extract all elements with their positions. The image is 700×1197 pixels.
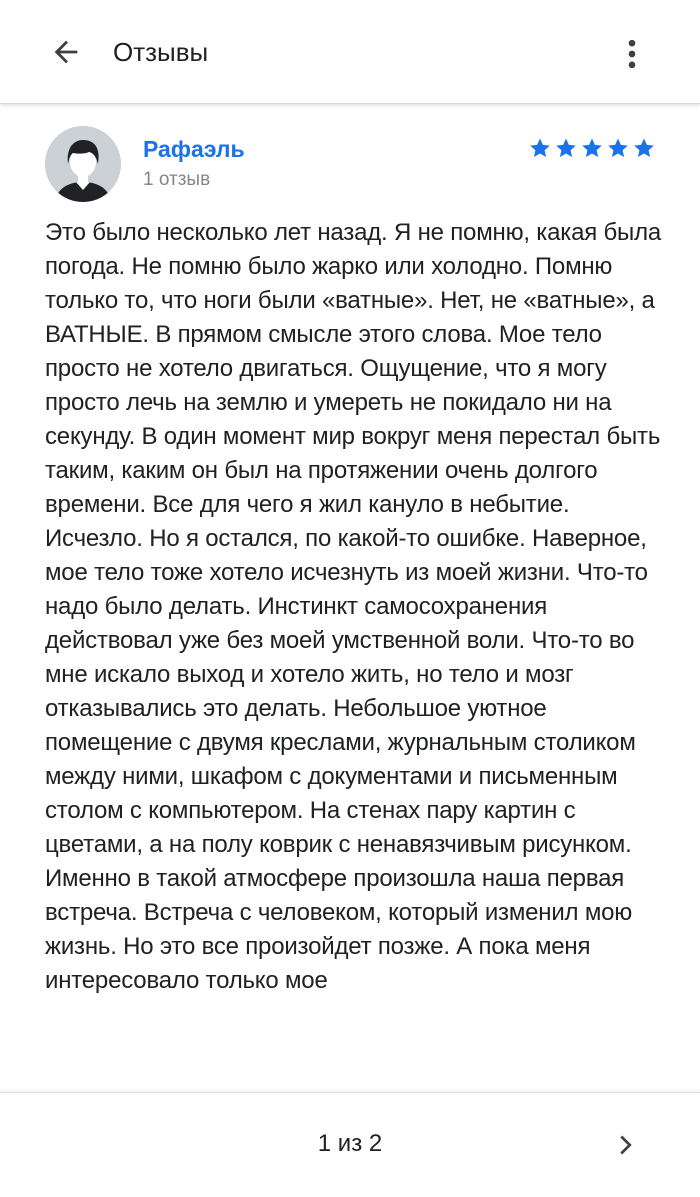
avatar[interactable] xyxy=(45,126,121,202)
review-author[interactable]: Рафаэль xyxy=(143,136,245,162)
star-filled-icon xyxy=(528,136,552,160)
back-button[interactable] xyxy=(36,24,96,80)
review-text: Это было несколько лет назад. Я не помню, какая была погода. Не помню было жарко или холодно. Помню только то, что ноги были «ватные». Нет, не «ватные», а ВАТНЫЕ. В прямом смысле этого слова. Мое тело просто не хотело двигаться. Ощущение, что я могу просто лечь на землю и умереть не покидало ни на секунду. В один момент мир вокруг меня перестал быть таким, каким он был на протяжении очень долгого времени. Все для чего я жил кануло в небытие. Исчезло. Но я остался, по какой-то ошибке. Наверное, мое тело тоже хотело исчезнуть из моей жизни. Что-то надо было делать. Инстинкт самосохранения действовал уже без моей умственной воли. Что-то во мне искало выход и хотело жить, но тело и мозг отказывались это делать. Небольшое уютное помещение с двумя креслами, журнальным столиком между ними, шкафом с документами и письменным столом с компьютером. На стенах пару картин с цветами, а на полу коврик с ненавязчивым рисунком. Именно в такой атмосфере произошла наша первая встреча. Встреча с человеком, который изменил мою жизнь. Но это все произойдет позже. А пока меня интересовало только мое xyxy=(45,219,662,994)
user-avatar-icon xyxy=(45,126,121,202)
next-page-button[interactable] xyxy=(604,1123,648,1167)
chevron-right-icon xyxy=(609,1128,643,1162)
star-filled-icon xyxy=(580,136,604,160)
pagination-bar xyxy=(0,1092,700,1197)
page-indicator: 1 из 2 xyxy=(317,1130,383,1157)
more-vert-icon xyxy=(612,34,652,74)
arrow-back-icon xyxy=(49,35,83,69)
page-title: Отзывы xyxy=(113,37,209,67)
star-filled-icon xyxy=(554,136,578,160)
star-filled-icon xyxy=(606,136,630,160)
top-app-bar xyxy=(0,0,700,104)
rating-stars xyxy=(528,136,656,160)
more-options-button[interactable] xyxy=(608,28,656,80)
star-filled-icon xyxy=(632,136,656,160)
author-review-count: 1 отзыв xyxy=(143,169,211,190)
